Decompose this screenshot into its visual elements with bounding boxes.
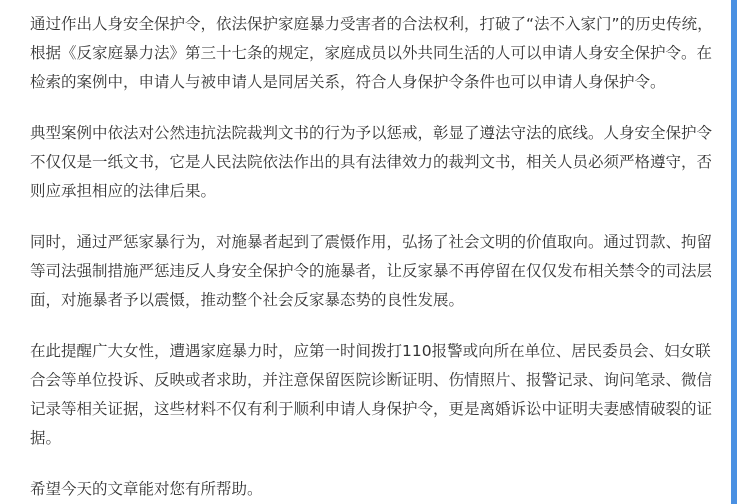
paragraph-protection-order-significance: 通过作出人身安全保护令，依法保护家庭暴力受害者的合法权利，打破了“法不入家门”的历史传统，根据《反家庭暴力法》第三十七条的规定，家庭成员以外共同生活的人可以申请人身安全保护令。在检索的案例中，申请人与被申请人是同居关系，符合人身保护令条件也可以申请人身保护令。 (30, 15, 713, 91)
vertical-scrollbar[interactable] (731, 0, 737, 504)
paragraph-reminder-to-women: 在此提醒广大女性，遭遇家庭暴力时，应第一时间拨打110报警或向所在单位、居民委员会、妇女联合会等单位投诉、反映或者求助，并注意保留医院诊断证明、伤情照片、报警记录、询问笔录、微信记录等相关证据，这些材料不仅有利于顺利申请人身保护令，更是离婚诉讼中证明夫妻感情破裂的证据。 (30, 342, 713, 447)
paragraph-typical-case-punishment: 典型案例中依法对公然违抗法院裁判文书的行为予以惩戒，彰显了遵法守法的底线。人身安全保护令不仅仅是一纸文书，它是人民法院依法作出的具有法律效力的裁判文书，相关人员必须严格遵守，否则应承担相应的法律后果。 (30, 124, 713, 200)
paragraph-deterrence-effect: 同时，通过严惩家暴行为，对施暴者起到了震慑作用，弘扬了社会文明的价值取向。通过罚款、拘留等司法强制措施严惩违反人身安全保护令的施暴者，让反家暴不再停留在仅仅发布相关禁令的司法层面，对施暴者予以震慑，推动整个社会反家暴态势的良性发展。 (30, 233, 713, 309)
paragraph-closing: 希望今天的文章能对您有所帮助。 (30, 480, 263, 498)
